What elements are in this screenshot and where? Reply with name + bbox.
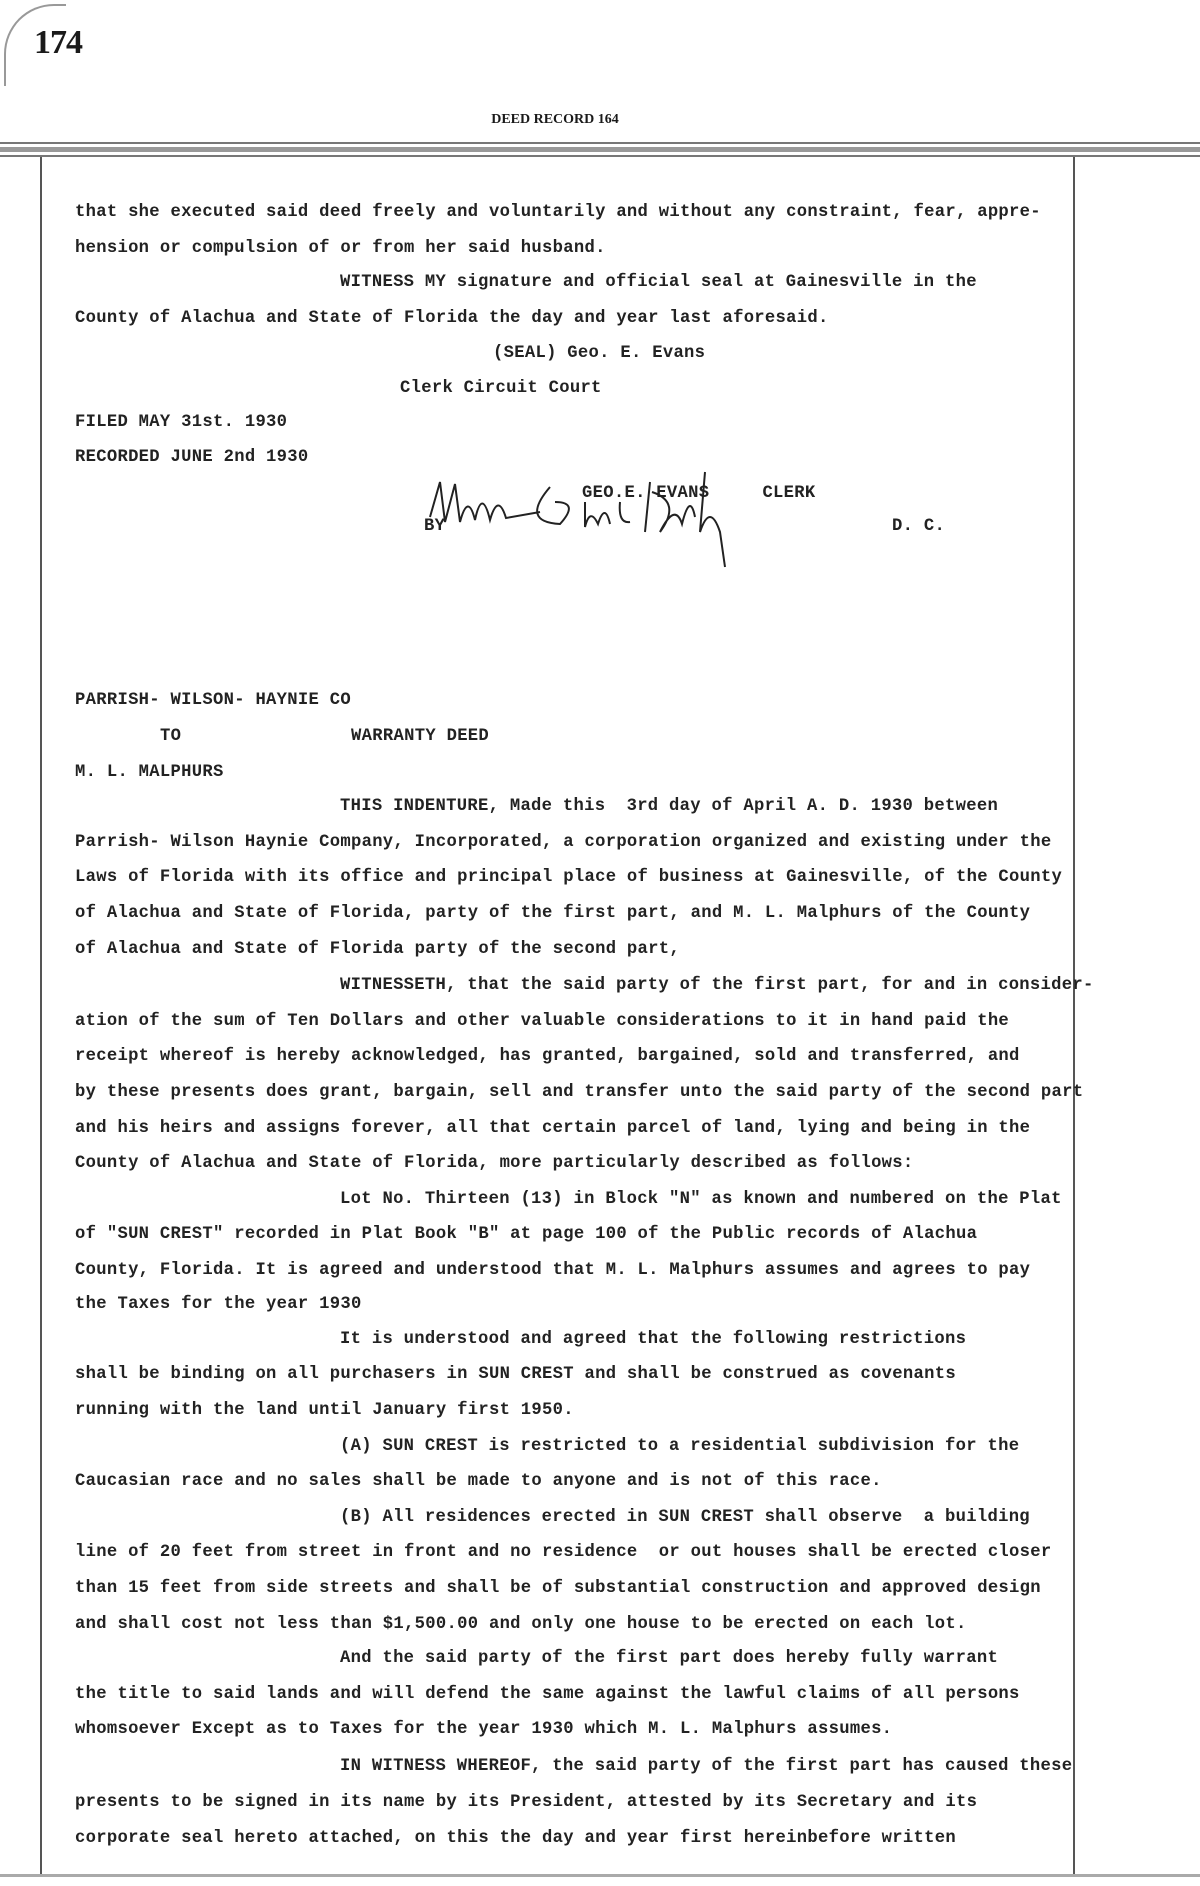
document-line: and his heirs and assigns forever, all that certain parcel of land, lying and being in the bbox=[75, 1119, 1031, 1138]
document-line: (SEAL) Geo. E. Evans bbox=[493, 344, 706, 363]
document-line: the Taxes for the year 1930 bbox=[75, 1295, 362, 1314]
document-line: IN WITNESS WHEREOF, the said party of the first part has caused these bbox=[340, 1757, 1073, 1776]
document-line: Lot No. Thirteen (13) in Block "N" as known and numbered on the Plat bbox=[340, 1190, 1062, 1209]
document-line: D. C. bbox=[892, 517, 946, 536]
document-line: Parrish- Wilson Haynie Company, Incorporated, a corporation organized and existing under the bbox=[75, 833, 1052, 852]
document-line: by these presents does grant, bargain, sell and transfer unto the said party of the second part bbox=[75, 1083, 1084, 1102]
document-line: shall be binding on all purchasers in SUN CREST and shall be construed as covenants bbox=[75, 1365, 956, 1384]
document-line: Clerk Circuit Court bbox=[400, 379, 602, 398]
page-number: 174 bbox=[34, 24, 82, 61]
document-line: the title to said lands and will defend the same against the lawful claims of all persons bbox=[75, 1685, 1020, 1704]
document-line: receipt whereof is hereby acknowledged, has granted, bargained, sold and transferred, and bbox=[75, 1047, 1020, 1066]
document-line: WITNESSETH, that the said party of the first part, for and in consider- bbox=[340, 976, 1094, 995]
document-line: County of Alachua and State of Florida, more particularly described as follows: bbox=[75, 1154, 914, 1173]
document-line: that she executed said deed freely and voluntarily and without any constraint, fear, appre- bbox=[75, 203, 1041, 222]
left-margin-line bbox=[40, 157, 42, 1877]
document-line: M. L. MALPHURS bbox=[75, 763, 224, 782]
document-line: And the said party of the first part does hereby fully warrant bbox=[340, 1649, 999, 1668]
document-line: It is understood and agreed that the following restrictions bbox=[340, 1330, 967, 1349]
document-line: whomsoever Except as to Taxes for the year 1930 which M. L. Malphurs assumes. bbox=[75, 1720, 893, 1739]
document-line: Caucasian race and no sales shall be made to anyone and is not of this race. bbox=[75, 1472, 882, 1491]
document-line: County of Alachua and State of Florida the day and year last aforesaid. bbox=[75, 309, 829, 328]
document-line: WITNESS MY signature and official seal at Gainesville in the bbox=[340, 273, 977, 292]
document-line: line of 20 feet from street in front and no residence or out houses shall be erected closer bbox=[75, 1543, 1052, 1562]
document-line: County, Florida. It is agreed and understood that M. L. Malphurs assumes and agrees to pay bbox=[75, 1261, 1031, 1280]
header-rule-top bbox=[0, 142, 1200, 144]
document-line: GEO.E. EVANS CLERK bbox=[582, 484, 816, 503]
document-line: Laws of Florida with its office and principal place of business at Gainesville, of the County bbox=[75, 868, 1063, 887]
document-line: of "SUN CREST" recorded in Plat Book "B" at page 100 of the Public records of Alachua bbox=[75, 1225, 978, 1244]
document-line: RECORDED JUNE 2nd 1930 bbox=[75, 448, 309, 467]
right-margin-line bbox=[1073, 157, 1075, 1877]
document-line: TO WARRANTY DEED bbox=[160, 727, 490, 746]
page-header: DEED RECORD 164 bbox=[491, 112, 619, 127]
document-line: THIS INDENTURE, Made this 3rd day of April A. D. 1930 between bbox=[340, 797, 999, 816]
document-line: ation of the sum of Ten Dollars and other valuable considerations to it in hand paid the bbox=[75, 1012, 1010, 1031]
document-line: PARRISH- WILSON- HAYNIE CO bbox=[75, 691, 351, 710]
document-line: and shall cost not less than $1,500.00 and only one house to be erected on each lot. bbox=[75, 1615, 967, 1634]
document-line: running with the land until January first 1950. bbox=[75, 1401, 574, 1420]
header-rule-bottom bbox=[0, 155, 1200, 157]
document-line: hension or compulsion of or from her said husband. bbox=[75, 239, 606, 258]
document-line: FILED MAY 31st. 1930 bbox=[75, 413, 288, 432]
document-line: of Alachua and State of Florida party of the second part, bbox=[75, 940, 681, 959]
document-line: presents to be signed in its name by its President, attested by its Secretary and its bbox=[75, 1793, 978, 1812]
document-line: corporate seal hereto attached, on this the day and year first hereinbefore written bbox=[75, 1829, 956, 1848]
document-line: (A) SUN CREST is restricted to a residential subdivision for the bbox=[340, 1437, 1020, 1456]
handwritten-signature bbox=[420, 462, 780, 572]
document-line: than 15 feet from side streets and shall be of substantial construction and approved design bbox=[75, 1579, 1041, 1598]
header-rule-middle bbox=[0, 147, 1200, 152]
bottom-edge bbox=[0, 1874, 1200, 1877]
document-line: of Alachua and State of Florida, party of the first part, and M. L. Malphurs of the County bbox=[75, 904, 1031, 923]
document-line: BY bbox=[424, 517, 446, 536]
document-line: (B) All residences erected in SUN CREST shall observe a building bbox=[340, 1508, 1030, 1527]
